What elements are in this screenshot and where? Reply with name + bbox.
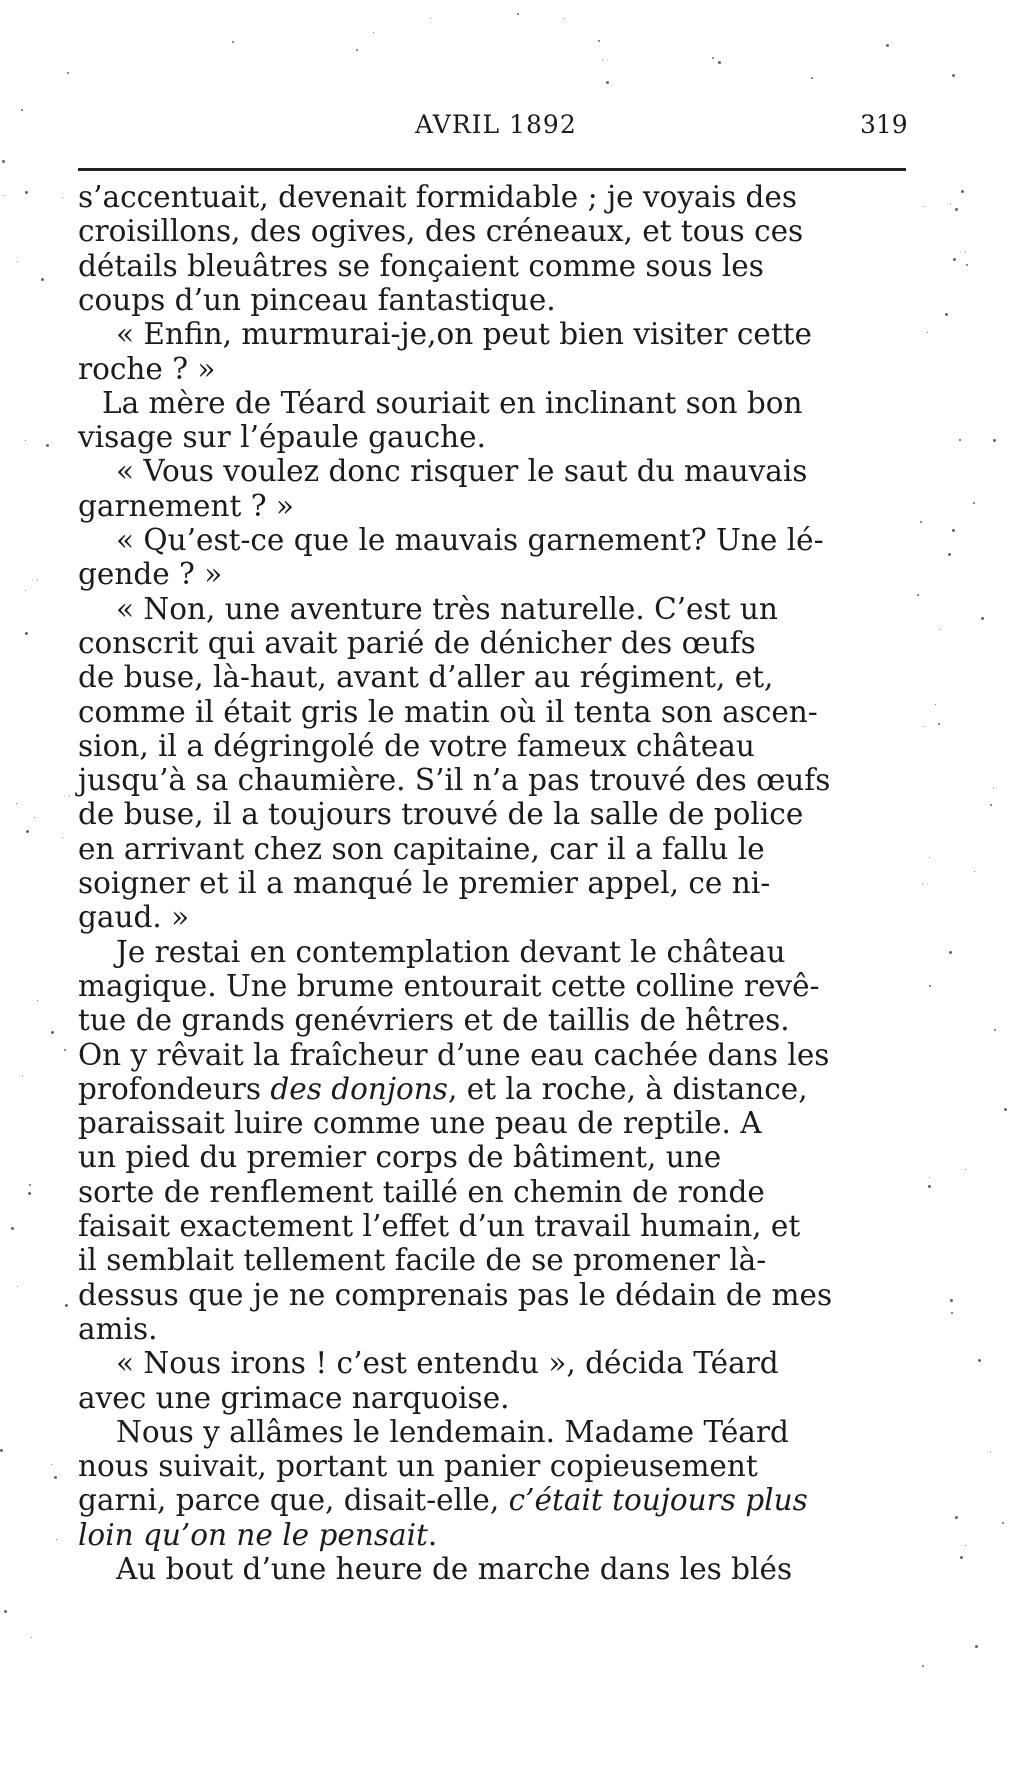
line-text: un pied du premier corps de bâtiment, une xyxy=(78,1140,722,1175)
paper-speck xyxy=(22,1076,23,1077)
paper-speck xyxy=(935,704,936,705)
text-line xyxy=(78,249,764,283)
text-line xyxy=(78,1518,437,1552)
paper-speck xyxy=(356,49,358,51)
line-text: « Non, une aventure très naturelle. C’est un xyxy=(116,591,778,626)
text-line xyxy=(116,523,824,557)
paper-speck xyxy=(993,788,994,789)
paper-speck xyxy=(16,803,17,804)
text-line xyxy=(78,1175,765,1209)
line-text: sorte de renflement taillé en chemin de ronde xyxy=(78,1174,765,1209)
paper-speck xyxy=(4,1610,7,1613)
paper-speck xyxy=(25,632,28,635)
text-line xyxy=(116,454,807,488)
line-text: jusqu’à sa chaumière. S’il n’a pas trouvé des œufs xyxy=(78,763,831,798)
text-line xyxy=(78,557,222,591)
line-text: sion, il a dégringolé de votre fameux château xyxy=(78,728,755,763)
paper-speck xyxy=(940,629,941,630)
paper-speck xyxy=(952,74,955,77)
paper-speck xyxy=(923,726,924,727)
line-text: soigner et il a manqué le premier appel, ce ni- xyxy=(78,866,771,900)
line-italic-text: c’était toujours plus xyxy=(508,1483,808,1518)
line-text: gaud. » xyxy=(78,900,190,935)
paper-speck xyxy=(64,1049,66,1051)
line-text: garnement ? » xyxy=(78,488,294,523)
paper-speck xyxy=(938,723,940,725)
paper-speck xyxy=(951,1312,953,1314)
text-line xyxy=(78,763,830,797)
paper-speck xyxy=(67,72,69,74)
paper-speck xyxy=(563,18,564,19)
line-text: gende ? » xyxy=(78,557,223,592)
paper-speck xyxy=(31,1637,32,1638)
header-rule xyxy=(78,168,906,171)
line-text: Nous y allâmes le lendemain. Madame Téard xyxy=(116,1414,789,1449)
paper-speck xyxy=(929,1177,930,1178)
text-line xyxy=(78,420,486,454)
paper-speck xyxy=(949,951,952,954)
paper-speck xyxy=(950,204,951,205)
paper-speck xyxy=(948,553,951,556)
paper-speck xyxy=(11,1227,14,1230)
paper-speck xyxy=(1004,1108,1007,1111)
paper-speck xyxy=(990,1451,991,1452)
line-text: faisait exactement l’effet d’un travail humain, et xyxy=(78,1209,801,1243)
paper-speck xyxy=(973,502,975,504)
paper-speck xyxy=(34,817,35,818)
paper-speck xyxy=(974,871,975,872)
paper-speck xyxy=(373,32,374,33)
text-line xyxy=(78,1483,808,1517)
line-text: roche ? » xyxy=(78,351,216,386)
paper-speck xyxy=(62,837,63,838)
paper-speck xyxy=(950,1299,953,1302)
paper-speck xyxy=(952,529,955,532)
text-line xyxy=(78,969,820,1003)
paper-speck xyxy=(993,439,996,442)
paper-speck xyxy=(953,258,956,261)
text-line xyxy=(116,592,778,626)
text-line xyxy=(78,866,770,900)
page-header xyxy=(0,110,1016,150)
text-line xyxy=(116,1346,779,1380)
line-italic-text: des donjons xyxy=(270,1071,448,1106)
text-line xyxy=(78,900,189,934)
text-line xyxy=(78,283,556,317)
text-line xyxy=(78,1038,829,1072)
line-text: nous suivait, portant un panier copieusement xyxy=(78,1449,758,1484)
text-line xyxy=(78,1381,510,1415)
line-text: Je restai en contemplation devant le château xyxy=(116,934,786,969)
text-line xyxy=(116,935,785,969)
line-italic-text: loin qu’on ne le pensait xyxy=(78,1517,428,1552)
text-line xyxy=(78,214,803,248)
paper-speck xyxy=(917,594,919,596)
paper-speck xyxy=(928,1185,931,1188)
paper-speck xyxy=(46,444,49,447)
paper-speck xyxy=(37,1000,38,1001)
paper-speck xyxy=(517,13,519,15)
line-text: de buse, il a toujours trouvé de la salle de police xyxy=(78,797,804,832)
paper-speck xyxy=(955,208,958,211)
paper-speck xyxy=(990,804,992,806)
line-text: croisillons, des ogives, des créneaux, et tous ces xyxy=(78,214,804,249)
line-text: « Qu’est-ce que le mauvais garnement? Une lé- xyxy=(116,523,824,557)
paper-speck xyxy=(62,197,63,198)
text-line xyxy=(78,1072,808,1106)
paper-speck xyxy=(712,57,714,59)
paper-speck xyxy=(37,580,38,581)
paper-speck xyxy=(929,857,930,858)
paper-speck xyxy=(922,883,923,884)
text-line xyxy=(78,1140,721,1174)
paper-speck xyxy=(28,1192,31,1195)
paper-speck xyxy=(961,190,964,193)
line-text: Au bout d’une heure de marche dans les blés xyxy=(116,1552,793,1586)
paper-speck xyxy=(965,251,966,252)
paper-speck xyxy=(51,1031,54,1034)
paper-speck xyxy=(26,830,29,833)
paper-speck xyxy=(975,1645,978,1648)
text-line xyxy=(78,660,773,694)
line-text-after: . xyxy=(427,1517,438,1552)
paper-speck xyxy=(960,1556,963,1559)
paper-speck xyxy=(966,264,968,266)
paper-speck xyxy=(811,77,813,79)
paper-speck xyxy=(25,191,28,194)
line-text: On y rêvait la fraîcheur d’une eau cachée dans les xyxy=(78,1037,830,1072)
line-text: comme il était gris le matin où il tenta son ascen- xyxy=(78,694,818,729)
paper-speck xyxy=(886,44,889,47)
line-text: profondeurs xyxy=(78,1071,271,1106)
line-text: s’accentuait, devenait formidable ; je voyais des xyxy=(78,180,798,214)
text-line xyxy=(78,695,818,729)
text-line xyxy=(78,1278,832,1312)
paper-speck xyxy=(17,261,18,262)
text-line xyxy=(78,1209,800,1243)
paper-speck xyxy=(29,1184,31,1186)
text-line xyxy=(78,1449,758,1483)
text-line xyxy=(78,797,803,831)
paper-speck xyxy=(1002,1522,1004,1524)
paper-speck xyxy=(927,332,928,333)
text-line xyxy=(116,1415,789,1449)
paper-speck xyxy=(2,160,5,163)
paper-speck xyxy=(3,195,4,196)
line-text: amis. xyxy=(78,1311,158,1346)
line-text: visage sur l’épaule gauche. xyxy=(78,420,487,455)
paper-speck xyxy=(430,18,431,19)
line-text: paraissait luire comme une peau de reptile. A xyxy=(78,1106,762,1141)
text-line xyxy=(116,317,812,351)
text-line xyxy=(78,1106,762,1140)
paper-speck xyxy=(920,521,922,523)
line-text: garni, parce que, disait-elle, xyxy=(78,1483,509,1518)
paper-speck xyxy=(25,440,26,441)
line-text: de buse, là-haut, avant d’aller au régiment, et, xyxy=(78,660,774,695)
text-line xyxy=(78,832,765,866)
paper-speck xyxy=(232,41,234,43)
paper-speck xyxy=(54,1476,57,1479)
text-line xyxy=(78,1243,766,1277)
text-line xyxy=(78,626,756,660)
paper-speck xyxy=(606,81,609,84)
text-line xyxy=(78,352,215,386)
text-line xyxy=(102,386,803,420)
paper-speck xyxy=(51,1464,52,1465)
paper-speck xyxy=(17,1286,18,1287)
paper-speck xyxy=(929,985,931,987)
paper-speck xyxy=(955,1516,958,1519)
line-text: avec une grimace narquoise. xyxy=(78,1380,510,1415)
line-text: il semblait tellement facile de se promener là- xyxy=(78,1243,767,1278)
paper-speck xyxy=(65,1304,68,1307)
paper-speck xyxy=(994,1029,996,1031)
paper-speck xyxy=(602,59,603,60)
paper-speck xyxy=(56,1539,57,1540)
line-text: en arrivant chez son capitaine, car il a fallu le xyxy=(78,831,765,866)
text-line xyxy=(78,489,294,523)
line-text: détails bleuâtres se fonçaient comme sous les xyxy=(78,248,764,283)
paper-speck xyxy=(0,1449,3,1452)
page-number: 319 xyxy=(860,110,908,139)
paper-speck xyxy=(965,1169,966,1170)
paper-speck xyxy=(69,795,70,796)
text-line xyxy=(78,729,755,763)
paper-speck xyxy=(598,40,600,42)
text-line xyxy=(78,1312,158,1346)
line-text: magique. Une brume entourait cette colline revê- xyxy=(78,968,820,1003)
paper-speck xyxy=(978,1359,981,1362)
line-text: coups d’un pinceau fantastique. xyxy=(78,282,556,317)
text-line xyxy=(78,180,797,214)
line-text: « Vous voulez donc risquer le saut du mauvais xyxy=(116,454,808,489)
paper-speck xyxy=(945,313,948,316)
line-text: tue de grands genévriers et de taillis de hêtres. xyxy=(78,1003,790,1038)
line-text: La mère de Téard souriait en inclinant son bon xyxy=(102,385,803,420)
line-text: conscrit qui avait parié de dénicher des œufs xyxy=(78,625,756,660)
running-title: AVRIL 1892 xyxy=(415,110,577,139)
paper-speck xyxy=(924,206,925,207)
line-text: « Nous irons ! c’est entendu », décida Téard xyxy=(116,1346,779,1381)
paper-speck xyxy=(25,590,26,591)
line-text: « Enfin, murmurai-je,on peut bien visiter cette xyxy=(116,317,812,352)
paper-speck xyxy=(21,109,23,111)
line-text-after: , et la roche, à distance, xyxy=(447,1071,808,1106)
paper-speck xyxy=(922,1665,924,1667)
paper-speck xyxy=(41,278,44,281)
paper-speck xyxy=(718,61,721,64)
paper-speck xyxy=(965,1545,966,1546)
text-line xyxy=(116,1552,792,1586)
line-text: dessus que je ne comprenais pas le dédain de mes xyxy=(78,1277,833,1312)
paper-speck xyxy=(981,617,984,620)
paper-speck xyxy=(959,439,961,441)
text-line xyxy=(78,1003,790,1037)
